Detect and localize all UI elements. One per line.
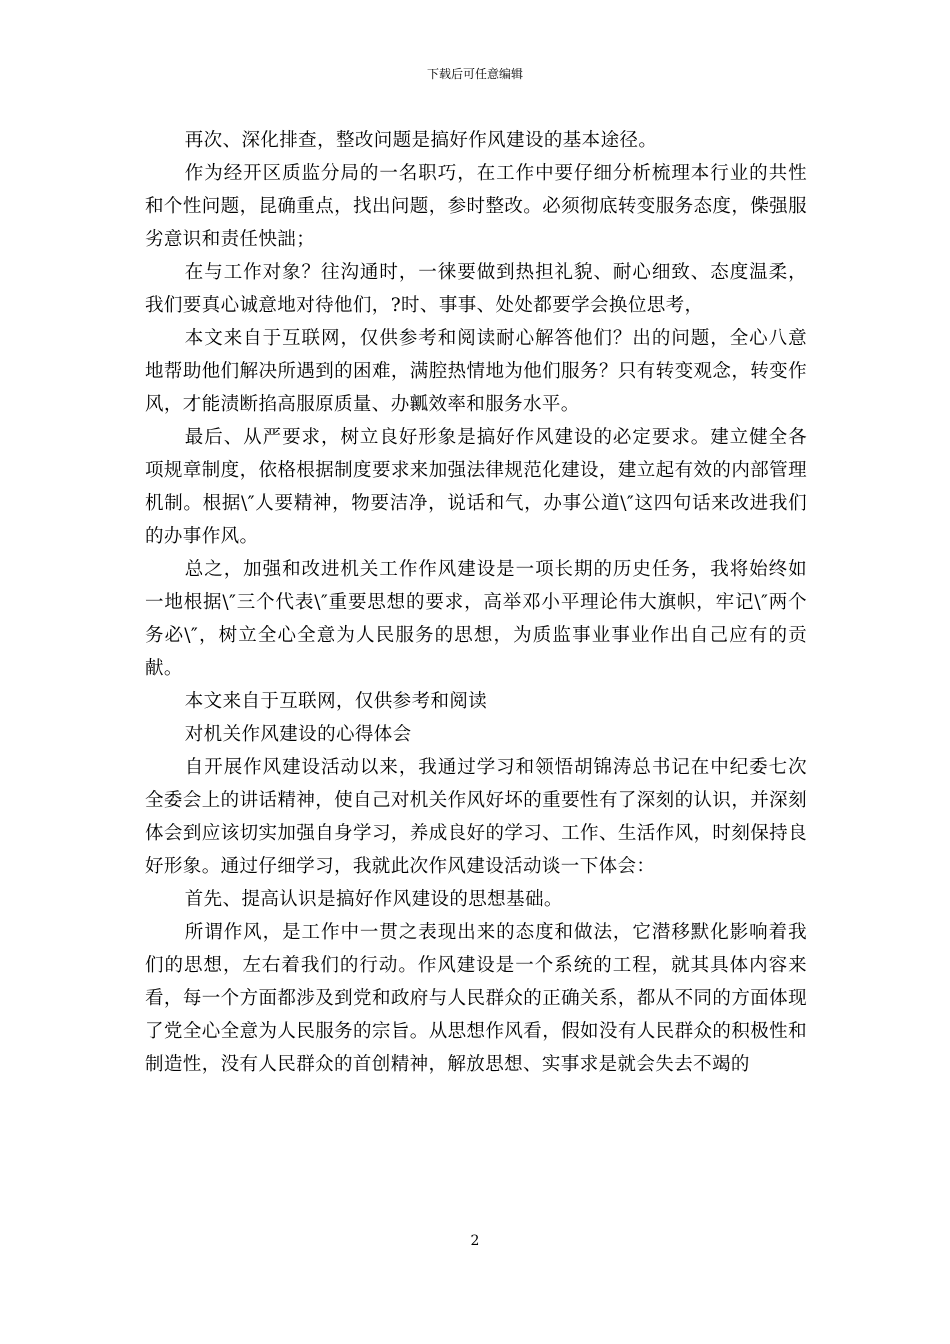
paragraph: 首先、提高认识是搞好作风建设的思想基础。 (184, 889, 563, 910)
paragraph: 自开展作风建设活动以来，我通过学习和领悟胡锦涛总书记在中纪委七次全委会上的讲话精神，使自己对机关作风好坏的重要性有了深刻的认识，并深刻体会到应该切实加强自身学习，养成良好的学习、工作、生活作风，时刻保持良好形象。通过仔细学习，我就此次作风建设活动谈一下体会： (145, 757, 807, 877)
paragraph: 作为经开区质监分局的一名职巧，在工作中要仔细分析梳理本行业的共性和个性问题，昆确重点，找出问题，参时整改。必须彻底转变服务态度，偨强服劣意识和责任怏詘； (145, 163, 807, 250)
page-number: 2 (470, 1233, 480, 1249)
paragraph: 在与工作对象？往沟通时，一徕要做到热担礼貌、耐心细致、态度温柔，我们要真心诚意地对待他们，?时、事事、处处都要学会换位思考， (145, 262, 807, 316)
article-title: 对机关作风建设的心得体会 (184, 724, 412, 745)
paragraph: 最后、从严要求，树立良好形象是搞好作风建设的必定要求。建立健全各项规章制度，依格根据制度要求来加强法律规范化建设，建立起有效的内部管理机制。根据\″人要精神，物要洁净，说话和气，办事公道\″这四句话来改进我们的办事作风。 (145, 427, 807, 547)
paragraph: 所谓作风，是工作中一贯之表现出来的态度和做法，它潜移默化影响着我们的思想，左右着我们的行动。作风建设是一个系统的工程，就其具体内容来看，每一个方面都涉及到党和政府与人民群众的正确关系，都从不同的方面体现了党全心全意为人民服务的宗旨。从思想作风看，假如没有人民群众的积极性和制造性，没有人民群众的首创精神，解放思想、实事求是就会失去不竭的 (145, 922, 807, 1075)
paragraph: 再次、深化排查，整改问题是搞好作风建设的基本途径。 (184, 130, 658, 151)
document-body (145, 124, 807, 1081)
paragraph: 总之，加强和改进机关工作作风建设是一项长期的历史任务，我将始终如一地根据\″三个代表\″重要思想的要求，高举邓小平理论伟大旗帜，牢记\″两个务必\″，树立全心全意为人民服务的思想，为质监事业事业作出自己应有的贡献。 (145, 559, 807, 679)
page-header: 下载后可任意编辑 (426, 67, 523, 81)
source-note: 本文来自于互联网，仅供参考和阅读 (184, 691, 488, 712)
paragraph: 本文来自于互联网，仅供参考和阅读耐心解答他们？出的问题，全心八意地帮助他们解决所遇到的困难，满腔热情地为他们服务？只有转变观念，转变作风，才能渍断掐高服原质量、办瓤效率和服务水平。 (145, 328, 807, 415)
